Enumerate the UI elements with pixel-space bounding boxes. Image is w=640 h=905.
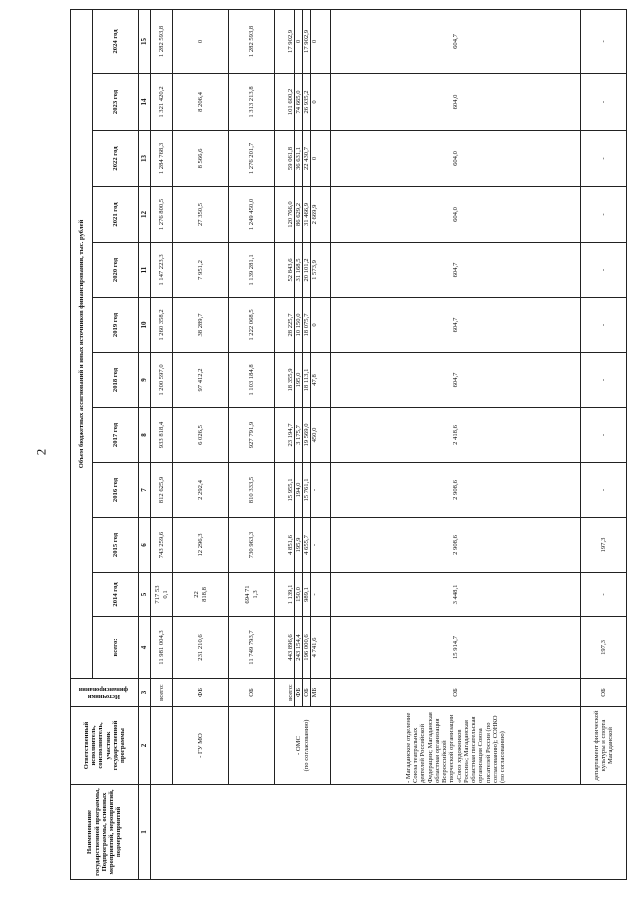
value-cell: 1 321 420,2: [151, 74, 173, 131]
col-number: 6: [139, 518, 151, 573]
value-cell: 2 908,6: [331, 463, 581, 518]
value-cell: 1 276 800,5: [151, 187, 173, 243]
col-number: 9: [139, 353, 151, 408]
source-cell: ОБ: [331, 679, 581, 707]
header-year: 2019 год: [93, 298, 139, 353]
value-cell: 17 902,9 0 17 902,9 0: [275, 9, 331, 73]
value-cell: -: [581, 353, 627, 408]
col-number: 12: [139, 187, 151, 243]
executor-cell: - ОМС (по согласованию): [275, 707, 331, 785]
value-cell: 28 225,7 10 150,0 18 075,7 0: [275, 298, 331, 353]
col-number: 8: [139, 408, 151, 463]
header-year: 2024 год: [93, 9, 139, 73]
header-year: 2020 год: [93, 243, 139, 298]
col-number: 4: [139, 617, 151, 679]
table-row: [173, 9, 229, 879]
header-year: 2021 год: [93, 187, 139, 243]
value-cell: 52 843,6 31 168,5 20 101,2 1 573,9: [275, 243, 331, 298]
value-cell: 18 355,9 195,0 18 113,1 47,8: [275, 353, 331, 408]
col-number: 2: [139, 707, 151, 785]
value-cell: 2 418,6: [331, 408, 581, 463]
col-number: 14: [139, 74, 151, 131]
value-cell: 1 282 593,8: [151, 9, 173, 73]
value-cell: 15 914,7: [331, 617, 581, 679]
program-name-cell: [151, 785, 627, 880]
value-cell: 197,3: [581, 617, 627, 679]
value-cell: 1 200 597,0: [151, 353, 173, 408]
value-cell: -: [581, 573, 627, 617]
table-row: [581, 9, 627, 879]
value-cell: 97 412,2: [173, 353, 229, 408]
source-cell: всего:: [151, 679, 173, 707]
value-cell: 27 350,5: [173, 187, 229, 243]
header-year: 2022 год: [93, 131, 139, 187]
table-row: [151, 9, 173, 879]
value-cell: -: [581, 187, 627, 243]
value-cell: 1 284 768,3: [151, 131, 173, 187]
executor-cell: - ГУ МО: [173, 707, 229, 785]
executor-cell: [151, 707, 173, 785]
header-year: 2015 год: [93, 518, 139, 573]
value-cell: 2 908,6: [331, 518, 581, 573]
value-cell: 23 194,7 3 175,7 19 569,0 450,0: [275, 408, 331, 463]
value-cell: 604,0: [331, 131, 581, 187]
col-number: 3: [139, 679, 151, 707]
col-number: 1: [139, 785, 151, 880]
header-executor: Ответственный исполнитель, соисполнитель, участник государственной программы: [71, 707, 139, 785]
table-row: [229, 9, 275, 879]
col-number: 5: [139, 573, 151, 617]
value-cell: 1 103 184,8: [229, 353, 275, 408]
value-cell: -: [581, 463, 627, 518]
value-cell: 717 53 0,1: [151, 573, 173, 617]
value-cell: 197,3: [581, 518, 627, 573]
header-name: Наименование государственной программы, Подпрограммы, основных мероприятий, мероприятий, подмероприятий: [71, 785, 139, 880]
value-cell: 231 210,6: [173, 617, 229, 679]
value-cell: 810 333,5: [229, 463, 275, 518]
value-cell: 604,7: [331, 298, 581, 353]
col-number: 13: [139, 131, 151, 187]
value-cell: 2 292,4: [173, 463, 229, 518]
value-cell: 1 260 358,2: [151, 298, 173, 353]
col-number: 11: [139, 243, 151, 298]
value-cell: 1 147 223,3: [151, 243, 173, 298]
source-cell: ОБ: [581, 679, 627, 707]
value-cell: 120 766,0 86 629,2 31 466,9 2 669,9: [275, 187, 331, 243]
value-cell: 6 026,5: [173, 408, 229, 463]
header-year: 2014 год: [93, 573, 139, 617]
col-number: 7: [139, 463, 151, 518]
source-cell: ФБ: [173, 679, 229, 707]
value-cell: 1 139 281,1: [229, 243, 275, 298]
header-year: 2017 год: [93, 408, 139, 463]
executor-cell: департамент физической культуры и спорта Магаданской: [581, 707, 627, 785]
column-number-row: [139, 9, 151, 879]
value-cell: 927 791,9: [229, 408, 275, 463]
value-cell: 604,7: [331, 353, 581, 408]
value-cell: 604,7: [331, 243, 581, 298]
value-cell: 101 600,2 74 665,0 26 935,2 0: [275, 74, 331, 131]
header-year: 2018 год: [93, 353, 139, 408]
value-cell: 12 296,3: [173, 518, 229, 573]
header-total: всего:: [93, 617, 139, 679]
executor-cell: [229, 707, 275, 785]
value-cell: 11 981 004,3: [151, 617, 173, 679]
value-cell: 1 139,1 150,0 989,1 -: [275, 573, 331, 617]
value-cell: -: [581, 131, 627, 187]
value-cell: 38 289,7: [173, 298, 229, 353]
value-cell: 604,0: [331, 74, 581, 131]
value-cell: 1 313 213,8: [229, 74, 275, 131]
header-year: 2016 год: [93, 463, 139, 518]
executor-cell: - Магаданское отделение Союза театральных деятелей Российской Федерации; Магаданская областная организация Всероссийской творческой организации «Союз художников России»; Магаданская областная писательская организация Союза писателей России (по согласованию); СОНКО (по согласованию): [331, 707, 581, 785]
value-cell: 15 955,1 194,0 15 761,1 -: [275, 463, 331, 518]
value-cell: 0: [173, 9, 229, 73]
col-number: 10: [139, 298, 151, 353]
value-cell: 694 71 1,3: [229, 573, 275, 617]
header-source: Источники финансирования: [71, 679, 139, 707]
value-cell: 7 951,2: [173, 243, 229, 298]
table-row: [331, 9, 581, 879]
header-volume-group: Объем бюджетных ассигнований и иных источников финансирования, тыс. рублей: [71, 9, 93, 678]
source-cell: ОБ: [229, 679, 275, 707]
value-cell: 730 963,3: [229, 518, 275, 573]
value-cell: 812 625,9: [151, 463, 173, 518]
value-cell: 443 896,6 243 154,4 196 000,6 4 741,6: [275, 617, 331, 679]
value-cell: 3 448,1: [331, 573, 581, 617]
value-cell: -: [581, 243, 627, 298]
value-cell: 8 206,4: [173, 74, 229, 131]
value-cell: 59 061,8 36 631,1 22 430,7 0: [275, 131, 331, 187]
budget-table-sheet: [70, 10, 626, 880]
value-cell: 1 282 593,8: [229, 9, 275, 73]
value-cell: 1 222 068,5: [229, 298, 275, 353]
page-number: 2: [33, 448, 49, 456]
value-cell: 604,0: [331, 187, 581, 243]
value-cell: 1 249 450,0: [229, 187, 275, 243]
col-number: 15: [139, 9, 151, 73]
value-cell: 604,7: [331, 9, 581, 73]
value-cell: 11 749 793,7: [229, 617, 275, 679]
table-row: [275, 9, 331, 879]
budget-table: [70, 9, 627, 880]
value-cell: -: [581, 74, 627, 131]
value-cell: -: [581, 408, 627, 463]
value-cell: -: [581, 9, 627, 73]
value-cell: 933 818,4: [151, 408, 173, 463]
value-cell: 743 259,6: [151, 518, 173, 573]
value-cell: 22 818,8: [173, 573, 229, 617]
value-cell: -: [581, 298, 627, 353]
source-cell: всего: ФБ ОБ МБ: [275, 679, 331, 707]
value-cell: 1 276 201,7: [229, 131, 275, 187]
header-year: 2023 год: [93, 74, 139, 131]
value-cell: 8 566,6: [173, 131, 229, 187]
value-cell: 4 851,6 195,9 4 655,7 -: [275, 518, 331, 573]
